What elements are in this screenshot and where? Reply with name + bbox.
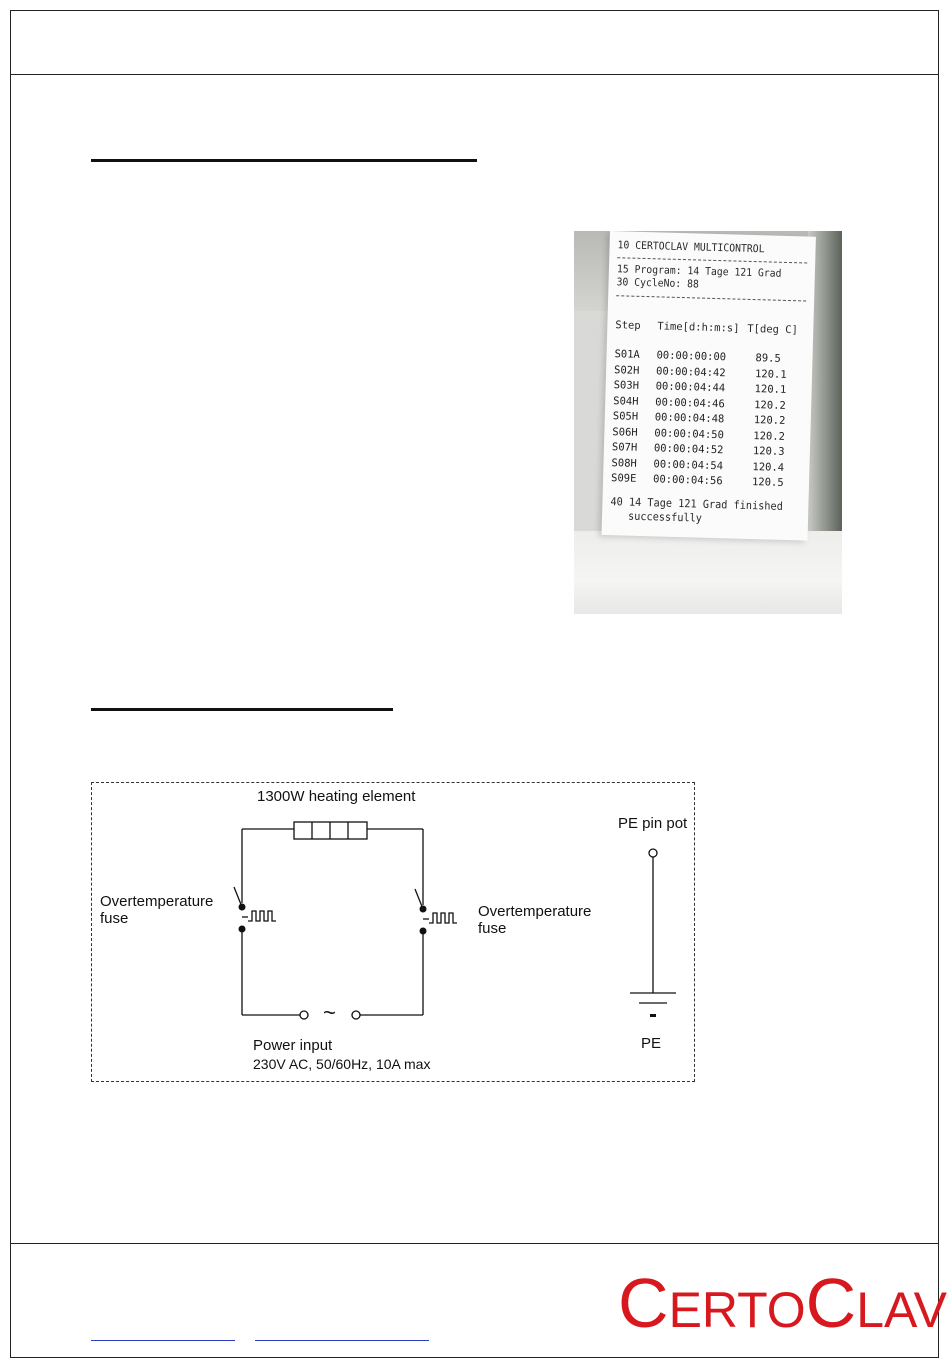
receipt-cell-time: 00:00:04:56 — [652, 473, 723, 488]
receipt-cell-step: S04H — [613, 394, 639, 408]
receipt-footer-line1: 40 14 Tage 121 Grad finished — [610, 495, 784, 513]
receipt-cell-temp: 120.4 — [752, 460, 785, 474]
footer-link-1[interactable] — [91, 1340, 235, 1341]
section-heading-underline-1 — [91, 159, 477, 162]
logo-letter-c1: C — [618, 1264, 669, 1342]
circuit-schematic — [92, 783, 696, 1083]
receipt-paper — [602, 231, 816, 541]
receipt-cell-temp: 120.5 — [751, 476, 784, 489]
receipt-cell-temp: 120.1 — [754, 367, 787, 381]
receipt-cell-temp: 120.1 — [754, 383, 787, 396]
receipt-photo — [574, 231, 842, 614]
receipt-line-device: 10 CERTOCLAV MULTICONTROL — [617, 239, 765, 256]
footer-link-2[interactable] — [255, 1340, 429, 1341]
receipt-cell-time: 00:00:04:44 — [655, 380, 726, 395]
receipt-line-program: 15 Program: 14 Tage 121 Grad — [616, 263, 782, 280]
left-fuse-label-line1: Overtemperature — [100, 893, 214, 910]
receipt-line-cycle: 30 CycleNo: 88 — [616, 276, 700, 291]
certoclav-logo — [618, 1264, 948, 1342]
receipt-header-step: Step — [615, 319, 641, 332]
receipt-cell-temp: 120.2 — [753, 414, 786, 427]
circuit-diagram — [91, 782, 695, 1082]
receipt-cell-time: 00:00:04:50 — [654, 426, 725, 441]
receipt-cell-temp: 120.2 — [753, 429, 786, 443]
receipt-cell-time: 00:00:04:42 — [655, 364, 726, 379]
power-input-label: Power input — [253, 1037, 333, 1054]
receipt-cell-step: S06H — [612, 425, 638, 439]
ac-symbol: ~ — [323, 1000, 336, 1025]
right-fuse-label-line1: Overtemperature — [478, 903, 592, 920]
pe-pin-label: PE pin pot — [618, 815, 688, 832]
logo-text-lav: LAV — [856, 1282, 948, 1338]
footer-divider — [10, 1243, 939, 1244]
header-divider — [10, 74, 939, 75]
section-heading-underline-2 — [91, 708, 393, 711]
receipt-cell-time: 00:00:04:46 — [655, 395, 725, 410]
receipt-cell-step: S03H — [613, 379, 640, 392]
receipt-cell-step: S02H — [613, 363, 640, 377]
receipt-cell-time: 00:00:04:48 — [654, 411, 725, 426]
logo-letter-c2: C — [805, 1264, 857, 1342]
receipt-cell-step: S08H — [611, 456, 637, 470]
heating-element-label: 1300W heating element — [257, 788, 416, 805]
receipt-cell-step: S05H — [612, 410, 639, 423]
receipt-cell-step: S07H — [611, 441, 638, 454]
receipt-cell-temp: 120.2 — [754, 398, 786, 412]
receipt-cell-step: S09E — [610, 472, 637, 485]
receipt-cell-time: 00:00:04:54 — [653, 457, 724, 472]
right-fuse-label-line2: fuse — [478, 920, 507, 937]
receipt-cell-temp: 120.3 — [752, 445, 785, 458]
receipt-cell-time: 00:00:04:52 — [653, 442, 724, 457]
receipt-footer-line2: successfully — [627, 509, 703, 525]
power-input-spec: 230V AC, 50/60Hz, 10A max — [253, 1056, 431, 1072]
receipt-header-time: Time[d:h:m:s] — [657, 320, 740, 335]
receipt-cell-temp: 89.5 — [755, 352, 781, 365]
receipt-cell-time: 00:00:00:00 — [656, 349, 727, 364]
pe-label: PE — [641, 1035, 662, 1052]
receipt-header-temp: T[deg C] — [747, 322, 799, 337]
left-fuse-label-line2: fuse — [100, 910, 129, 927]
logo-text-erto: ERTO — [668, 1282, 806, 1338]
page-frame — [10, 10, 939, 1358]
receipt-cell-step: S01A — [614, 348, 641, 361]
